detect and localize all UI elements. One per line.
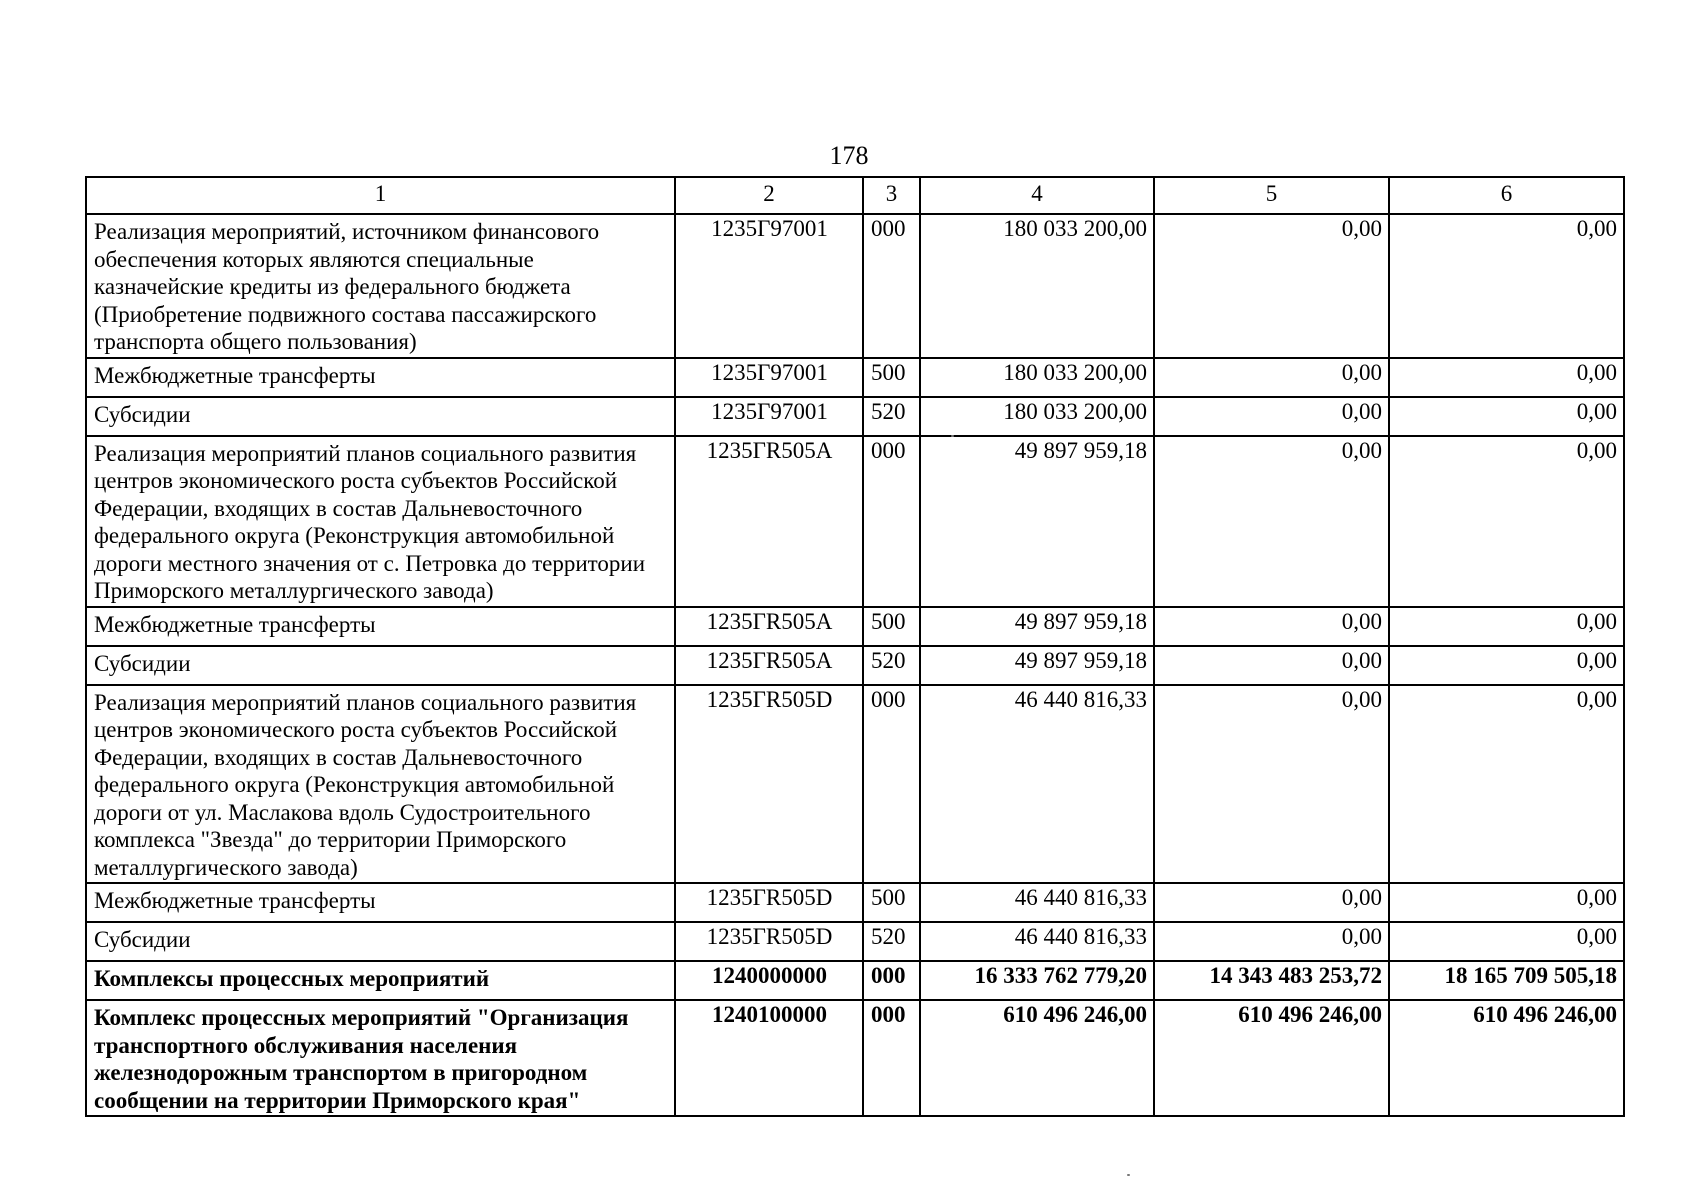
row-kind: 520 [863, 922, 920, 961]
row-kind: 500 [863, 607, 920, 646]
row-value-4: 49 897 959,18 [920, 646, 1154, 685]
table-row [86, 685, 1624, 884]
row-value-4: 46 440 816,33 [920, 685, 1154, 884]
row-code: 1240000000 [675, 961, 863, 1000]
row-value-6: 0,00 [1389, 922, 1624, 961]
table-row [86, 922, 1624, 961]
row-name: Субсидии [86, 922, 675, 961]
row-value-4: 180 033 200,00 [920, 397, 1154, 436]
row-value-6: 610 496 246,00 [1389, 1000, 1624, 1116]
table-row [86, 646, 1624, 685]
row-value-4: 49 897 959,18 [920, 436, 1154, 607]
header-col-2: 2 [675, 177, 863, 214]
row-name: Комплекс процессных мероприятий "Организация транспортного обслуживания населения железнодорожным транспортом в пригородном сообщении на территории Приморского края" [86, 1000, 675, 1116]
row-name: Реализация мероприятий планов социального развития центров экономического роста субъектов Российской Федерации, входящих в состав Дальневосточного федерального округа (Реконструкция автомобильной дороги от ул. Маслакова вдоль Судостроительного комплекса "Звезда" до территории Приморского металлургического завода) [86, 685, 675, 884]
table-row [86, 436, 1624, 607]
row-value-5: 610 496 246,00 [1154, 1000, 1389, 1116]
row-value-5: 0,00 [1154, 358, 1389, 397]
row-value-4: 16 333 762 779,20 [920, 961, 1154, 1000]
row-name: Реализация мероприятий, источником финансового обеспечения которых являются специальные казначейские кредиты из федерального бюджета (Приобретение подвижного состава пассажирского транспорта общего пользования) [86, 214, 675, 358]
header-col-5: 5 [1154, 177, 1389, 214]
row-value-5: 0,00 [1154, 607, 1389, 646]
row-value-6: 0,00 [1389, 397, 1624, 436]
row-code: 1235Г97001 [675, 397, 863, 436]
row-code: 1235ГR505D [675, 922, 863, 961]
row-name: Комплексы процессных мероприятий [86, 961, 675, 1000]
row-name: Межбюджетные трансферты [86, 883, 675, 922]
row-value-6: 0,00 [1389, 685, 1624, 884]
row-value-4: 46 440 816,33 [920, 883, 1154, 922]
row-value-5: 0,00 [1154, 922, 1389, 961]
table-row [86, 214, 1624, 358]
row-value-5: 0,00 [1154, 685, 1389, 884]
row-name: Субсидии [86, 646, 675, 685]
row-value-5: 0,00 [1154, 214, 1389, 358]
row-kind: 000 [863, 214, 920, 358]
row-value-5: 0,00 [1154, 397, 1389, 436]
header-col-4: 4 [920, 177, 1154, 214]
row-value-6: 0,00 [1389, 358, 1624, 397]
row-value-4: 180 033 200,00 [920, 214, 1154, 358]
row-value-6: 0,00 [1389, 214, 1624, 358]
table-row [86, 397, 1624, 436]
header-row [86, 177, 1624, 214]
table-row [86, 883, 1624, 922]
row-code: 1235ГR505D [675, 685, 863, 884]
row-value-5: 0,00 [1154, 646, 1389, 685]
row-kind: 500 [863, 358, 920, 397]
scan-speck [951, 435, 954, 437]
table-row [86, 358, 1624, 397]
row-name: Субсидии [86, 397, 675, 436]
row-value-6: 18 165 709 505,18 [1389, 961, 1624, 1000]
table-row [86, 607, 1624, 646]
row-value-4: 610 496 246,00 [920, 1000, 1154, 1116]
header-col-6: 6 [1389, 177, 1624, 214]
row-code: 1235ГR505A [675, 607, 863, 646]
row-kind: 520 [863, 397, 920, 436]
row-value-6: 0,00 [1389, 436, 1624, 607]
row-name: Реализация мероприятий планов социального развития центров экономического роста субъектов Российской Федерации, входящих в состав Дальневосточного федерального округа (Реконструкция автомобильной дороги местного значения от с. Петровка до территории Приморского металлургического завода) [86, 436, 675, 607]
row-kind: 000 [863, 436, 920, 607]
row-value-6: 0,00 [1389, 646, 1624, 685]
row-code: 1235ГR505A [675, 646, 863, 685]
table-row [86, 1000, 1624, 1116]
row-code: 1240100000 [675, 1000, 863, 1116]
row-value-4: 49 897 959,18 [920, 607, 1154, 646]
header-col-3: 3 [863, 177, 920, 214]
page-number: 178 [829, 141, 869, 170]
table-row [86, 961, 1624, 1000]
scan-speck [1127, 1174, 1130, 1176]
row-value-6: 0,00 [1389, 883, 1624, 922]
row-kind: 000 [863, 1000, 920, 1116]
row-code: 1235Г97001 [675, 214, 863, 358]
row-value-4: 180 033 200,00 [920, 358, 1154, 397]
row-kind: 520 [863, 646, 920, 685]
row-code: 1235Г97001 [675, 358, 863, 397]
row-value-6: 0,00 [1389, 607, 1624, 646]
budget-table [85, 176, 1625, 1117]
row-code: 1235ГR505A [675, 436, 863, 607]
row-kind: 500 [863, 883, 920, 922]
row-value-5: 14 343 483 253,72 [1154, 961, 1389, 1000]
row-value-5: 0,00 [1154, 883, 1389, 922]
row-kind: 000 [863, 685, 920, 884]
row-name: Межбюджетные трансферты [86, 607, 675, 646]
row-value-5: 0,00 [1154, 436, 1389, 607]
header-col-1: 1 [86, 177, 675, 214]
row-value-4: 46 440 816,33 [920, 922, 1154, 961]
row-name: Межбюджетные трансферты [86, 358, 675, 397]
row-code: 1235ГR505D [675, 883, 863, 922]
row-kind: 000 [863, 961, 920, 1000]
